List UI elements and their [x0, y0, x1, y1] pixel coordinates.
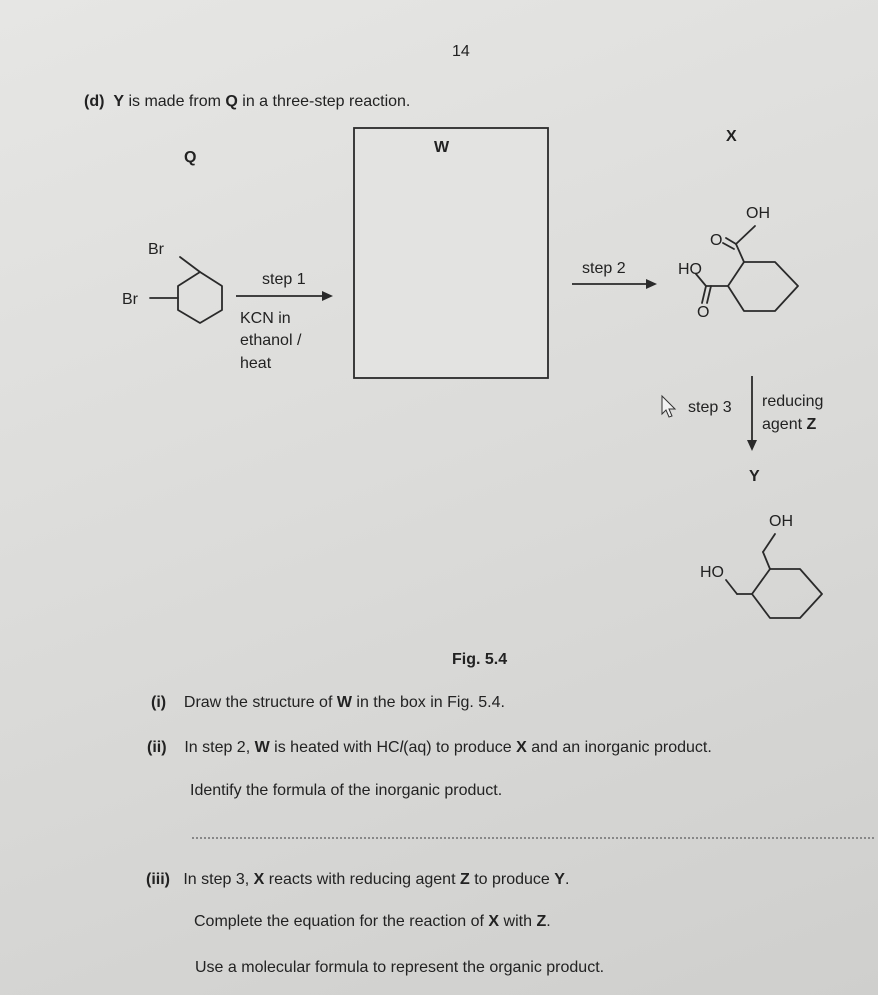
x-co-oh-bond — [736, 226, 755, 244]
step3-agent-text: agent — [762, 416, 803, 433]
x-co2-double-bond-1 — [702, 286, 706, 303]
w-answer-box — [354, 128, 548, 378]
step3-label: step 3 — [688, 399, 732, 416]
subpart-i-text-b: in the box in Fig. 5.4. — [356, 694, 505, 711]
q-label: Q — [184, 149, 197, 166]
page-number: 14 — [452, 43, 470, 60]
y-ch2-bond — [763, 552, 770, 569]
q-ch2br-bond — [180, 257, 200, 272]
intro-q: Q — [225, 93, 238, 110]
intro-y: Y — [113, 93, 124, 110]
subpart-ii-text-d: and an inorganic product. — [531, 739, 712, 756]
subpart-ii-text-c: (aq) to produce — [403, 739, 512, 756]
x-co2-double-bond-2 — [707, 286, 711, 303]
subpart-ii-text-a: In step 2, — [184, 739, 251, 756]
subpart-iii-number: (iii) — [146, 871, 170, 888]
step3-reagent-2 — [762, 415, 816, 435]
subpart-i-number: (i) — [151, 694, 167, 711]
y-ho-atom: HO — [700, 564, 724, 581]
step3-arrow-head — [747, 440, 757, 451]
x-ch2-bond-a — [736, 244, 744, 262]
y-oh-atom: OH — [769, 513, 793, 530]
subpart-iii-line2-z: Z — [536, 913, 547, 930]
x-co-double-bond-2 — [723, 243, 734, 249]
subpart-iii-line2-b: with — [503, 913, 532, 930]
subpart-iii-text-b: reacts with reducing agent — [268, 871, 456, 888]
step2-label: step 2 — [582, 260, 626, 277]
subpart-iii-line2-period: . — [546, 913, 551, 930]
q-br-top: Br — [148, 241, 164, 258]
x-cyclohexane-ring — [728, 262, 798, 311]
q-br-left: Br — [122, 291, 138, 308]
subpart-ii-line2: Identify the formula of the inorganic product. — [190, 782, 503, 799]
subpart-iii-line2-a: Complete the equation for the reaction of — [194, 913, 484, 930]
step1-arrow-head — [322, 291, 333, 301]
y-oh-bond — [763, 534, 775, 552]
subpart-iii-x: X — [253, 871, 265, 888]
x-oh-atom: OH — [746, 205, 770, 222]
y-cyclohexane-ring — [752, 569, 822, 618]
step1-label: step 1 — [262, 271, 306, 288]
step3-reagent-1: reducing — [762, 393, 824, 410]
subpart-ii-number: (ii) — [147, 739, 167, 756]
subpart-ii-x: X — [516, 739, 527, 756]
step2-arrow-head — [646, 279, 657, 289]
x-o-atom-2: O — [697, 304, 710, 321]
x-label: X — [726, 128, 737, 145]
intro-b: in a three-step reaction. — [242, 93, 411, 110]
subpart-ii — [147, 738, 712, 758]
x-o-atom-1: O — [710, 232, 723, 249]
subpart-i-text-a: Draw the structure of — [183, 694, 333, 711]
w-label: W — [434, 139, 450, 156]
step3-agent-z: Z — [806, 416, 817, 433]
step1-reagent-1: KCN in — [240, 310, 291, 327]
step1-reagent-3: heat — [240, 355, 272, 372]
subpart-iii-text-c: to produce — [474, 871, 550, 888]
subpart-iii — [146, 870, 569, 890]
subpart-ii-w: W — [254, 739, 270, 756]
subpart-iii-period: . — [564, 871, 570, 888]
x-co-double-bond-1 — [726, 238, 736, 244]
subpart-iii-line2-x: X — [488, 913, 500, 930]
subpart-ii-text-b: is heated with HC — [274, 739, 400, 756]
y-label: Y — [749, 468, 760, 485]
q-cyclohexane-ring — [178, 272, 222, 323]
subpart-iii-text-a: In step 3, — [183, 871, 250, 888]
subpart-ii-italic-l: l — [399, 739, 404, 756]
subpart-i-w: W — [336, 694, 352, 711]
subpart-iii-y: Y — [554, 871, 565, 888]
subpart-i — [151, 693, 505, 713]
intro-a: is made from — [128, 93, 221, 110]
step1-reagent-2: ethanol / — [240, 332, 302, 349]
part-label: (d) — [84, 93, 105, 110]
answer-dotted-line[interactable] — [192, 837, 874, 839]
subpart-iii-line2 — [194, 912, 551, 932]
x-ho-atom: HO — [678, 261, 702, 278]
figure-caption: Fig. 5.4 — [452, 651, 508, 668]
subpart-iii-z: Z — [459, 871, 470, 888]
mouse-pointer-icon — [662, 396, 675, 417]
subpart-iii-line3: Use a molecular formula to represent the organic product. — [195, 959, 605, 976]
y-ho-bond — [726, 580, 737, 594]
